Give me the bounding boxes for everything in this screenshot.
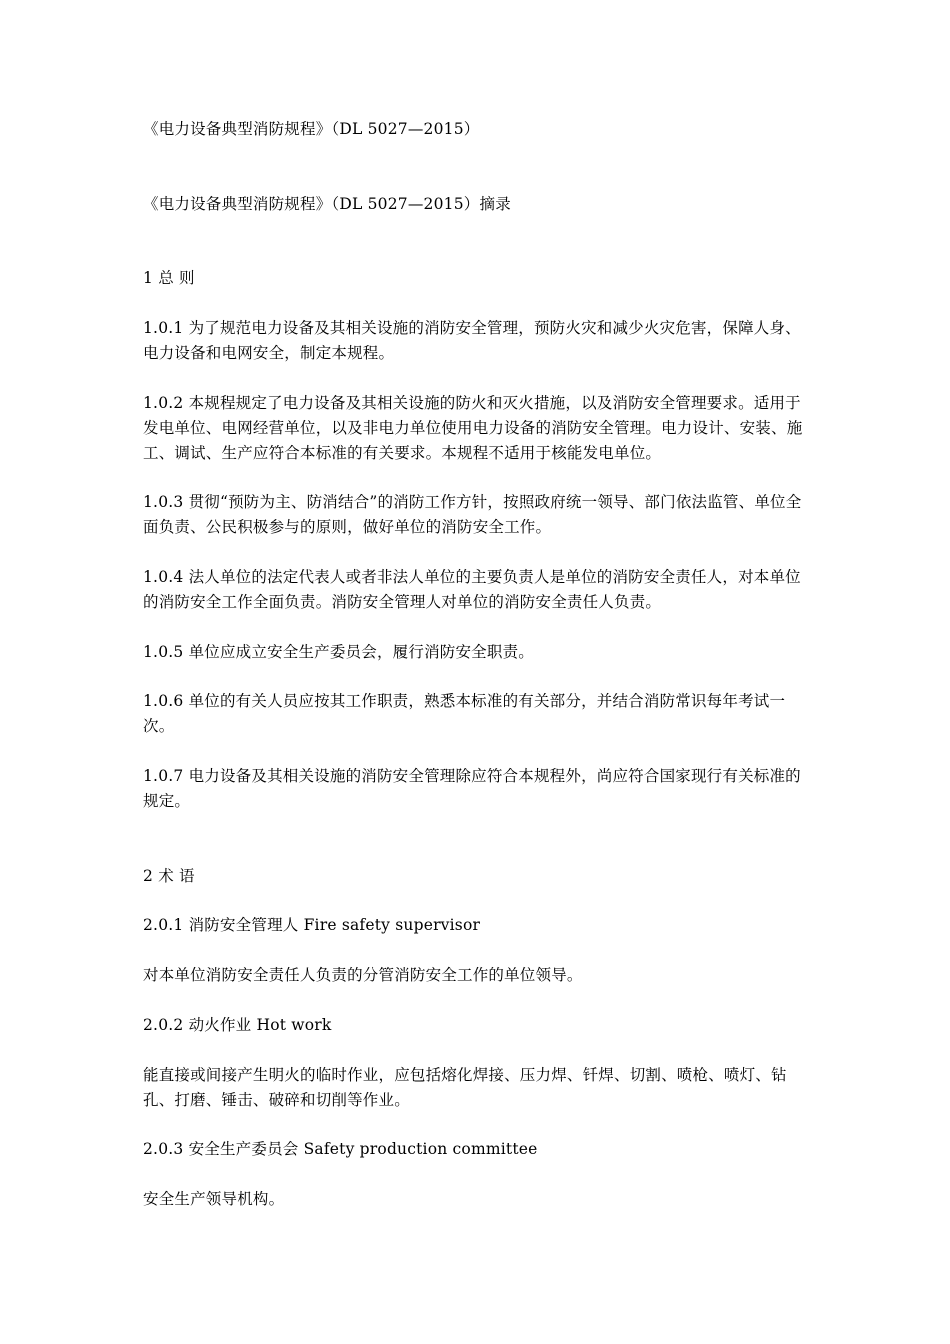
document-subtitle: 《电力设备典型消防规程》（DL 5027—2015）摘录 [143, 195, 511, 213]
paragraph-1-0-1: 1.0.1 为了规范电力设备及其相关设施的消防安全管理，预防火灾和减少火灾危害，保障人身、电力设备和电网安全，制定本规程。 [143, 319, 801, 362]
paragraph-1-0-2: 1.0.2 本规程规定了电力设备及其相关设施的防火和灭火措施，以及消防安全管理要求。适用于发电单位、电网经营单位，以及非电力单位使用电力设备的消防安全管理。电力设计、安装、施工、调试、生产应符合本标准的有关要求。本规程不适用于核能发电单位。 [143, 394, 803, 462]
paragraph-1-0-3: 1.0.3 贯彻“预防为主、防消结合”的消防工作方针，按照政府统一领导、部门依法监管、单位全面负责、公民积极参与的原则，做好单位的消防安全工作。 [143, 493, 802, 536]
definition-2-0-2: 能直接或间接产生明火的临时作业，应包括熔化焊接、压力焊、钎焊、切割、喷枪、喷灯、钻孔、打磨、锤击、破碎和切削等作业。 [143, 1066, 787, 1109]
definition-2-0-1: 对本单位消防安全责任人负责的分管消防安全工作的单位领导。 [143, 966, 583, 984]
term-2-0-1: 2.0.1 消防安全管理人 Fire safety supervisor [143, 916, 481, 934]
paragraph-1-0-5: 1.0.5 单位应成立安全生产委员会，履行消防安全职责。 [143, 643, 534, 661]
section-1-heading: 1 总 则 [143, 269, 195, 287]
section-2-heading: 2 术 语 [143, 867, 195, 885]
document-title: 《电力设备典型消防规程》（DL 5027—2015） [143, 120, 480, 138]
document-page [143, 0, 811, 1344]
term-2-0-2: 2.0.2 动火作业 Hot work [143, 1016, 332, 1034]
paragraph-1-0-7: 1.0.7 电力设备及其相关设施的消防安全管理除应符合本规程外，尚应符合国家现行有关标准的规定。 [143, 767, 801, 810]
definition-2-0-3: 安全生产领导机构。 [143, 1190, 285, 1208]
paragraph-1-0-6: 1.0.6 单位的有关人员应按其工作职责，熟悉本标准的有关部分，并结合消防常识每年考试一次。 [143, 692, 786, 735]
term-2-0-3: 2.0.3 安全生产委员会 Safety production committee [143, 1140, 538, 1158]
paragraph-1-0-4: 1.0.4 法人单位的法定代表人或者非法人单位的主要负责人是单位的消防安全责任人，对本单位的消防安全工作全面负责。消防安全管理人对单位的消防安全责任人负责。 [143, 568, 801, 611]
